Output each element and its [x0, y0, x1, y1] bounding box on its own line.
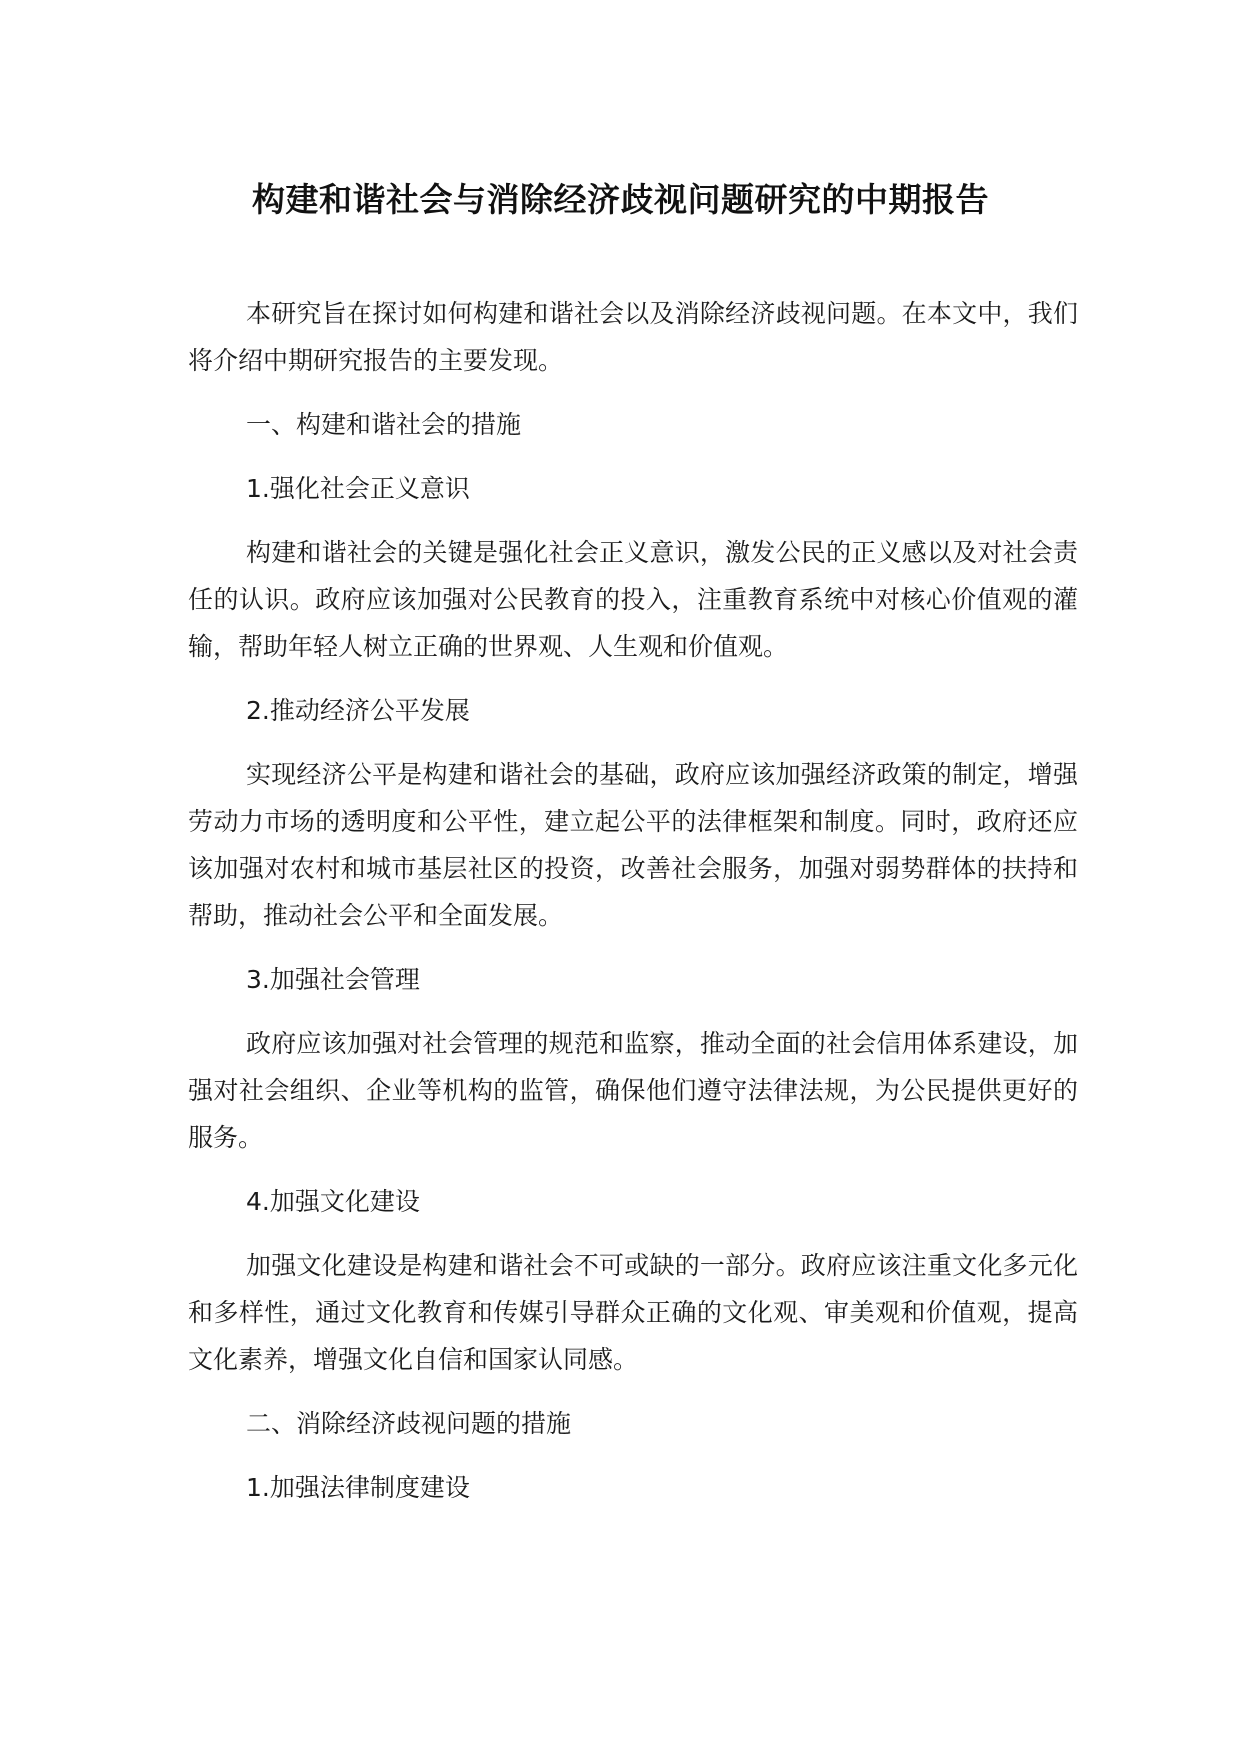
subsection-heading-economic-fairness: 2.推动经济公平发展 [246, 696, 470, 725]
document-body [188, 290, 1078, 1528]
section-heading-1: 一、构建和谐社会的措施 [246, 410, 522, 439]
subsection-heading-cultural-construction: 4.加强文化建设 [246, 1187, 420, 1216]
subsection-heading-legal-system: 1.加强法律制度建设 [246, 1473, 470, 1502]
paragraph-social-management: 政府应该加强对社会管理的规范和监察，推动全面的社会信用体系建设，加强对社会组织、企业等机构的监管，确保他们遵守法律法规，为公民提供更好的服务。 [188, 1029, 1078, 1152]
paragraph-cultural-construction: 加强文化建设是构建和谐社会不可或缺的一部分。政府应该注重文化多元化和多样性，通过文化教育和传媒引导群众正确的文化观、审美观和价值观，提高文化素养，增强文化自信和国家认同感。 [188, 1251, 1078, 1374]
intro-paragraph: 本研究旨在探讨如何构建和谐社会以及消除经济歧视问题。在本文中，我们将介绍中期研究报告的主要发现。 [188, 299, 1078, 375]
paragraph-social-justice: 构建和谐社会的关键是强化社会正义意识，激发公民的正义感以及对社会责任的认识。政府应该加强对公民教育的投入，注重教育系统中对核心价值观的灌输，帮助年轻人树立正确的世界观、人生观和价值观。 [188, 538, 1078, 661]
section-heading-2: 二、消除经济歧视问题的措施 [246, 1409, 572, 1438]
document-title: 构建和谐社会与消除经济歧视问题研究的中期报告 [252, 180, 989, 219]
subsection-heading-social-management: 3.加强社会管理 [246, 965, 420, 994]
paragraph-economic-fairness: 实现经济公平是构建和谐社会的基础，政府应该加强经济政策的制定，增强劳动力市场的透明度和公平性，建立起公平的法律框架和制度。同时，政府还应该加强对农村和城市基层社区的投资，改善社会服务，加强对弱势群体的扶持和帮助，推动社会公平和全面发展。 [188, 760, 1078, 930]
subsection-heading-social-justice: 1.强化社会正义意识 [246, 474, 470, 503]
